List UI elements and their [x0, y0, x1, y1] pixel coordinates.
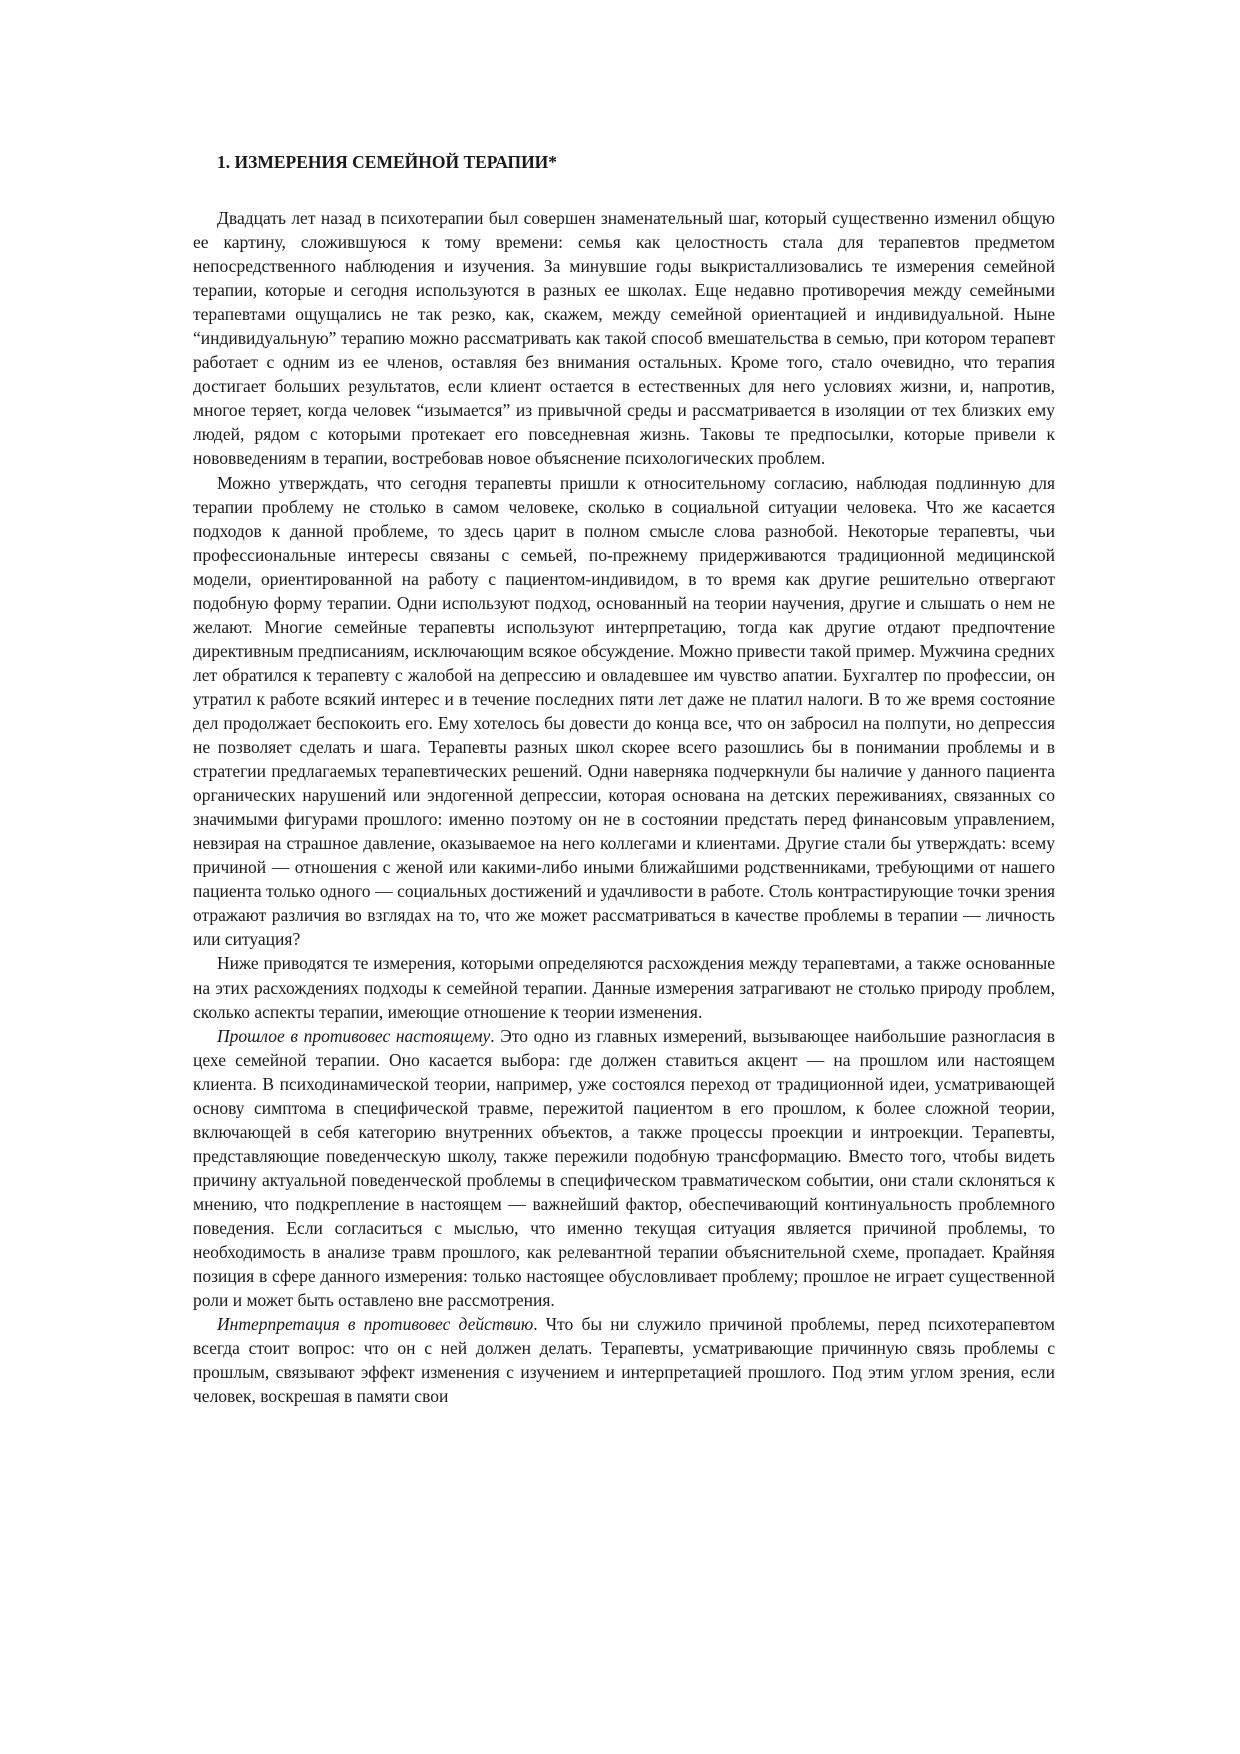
paragraph-2-text: Можно утверждать, что сегодня терапевты пришли к относительному согласию, наблюдая подлинную для терапии проблему не столько в самом человеке, сколько в социальной ситуации человека. Что же касается подходов к данной проблеме, то здесь царит в полном смысле слова разнобой. Некоторые терапевты, чьи профессиональные интересы связаны с семьей, по-прежнему придерживаются традиционной медицинской модели, ориентированной на работу с пациентом-индивидом, в то время как другие решительно отвергают подобную форму терапии. Одни используют подход, основанный на теории научения, другие и слышать о нем не желают. Многие семейные терапевты используют интерпретацию, тогда как другие отдают предпочтение директивным предписаниям, исключающим всякое обсуждение. Можно привести такой пример. Мужчина средних лет обратился к терапевту с жалобой на депрессию и овладевшее им чувство апатии. Бухгалтер по профессии, он утратил к работе всякий интерес и в течение последних пяти лет даже не платил налоги. В то же время состояние дел продолжает беспокоить его. Ему хотелось бы довести до конца все, что он забросил на полпути, но депрессия не позволяет сделать и шага. Терапевты разных школ скорее всего разошлись бы в понимании проблемы и в стратегии предлагаемых терапевтических решений. Одни наверняка подчеркнули бы наличие у данного пациента органических нарушений или эндогенной депрессии, которая основана на детских переживаниях, связанных со значимыми фигурами прошлого: именно поэтому он не в состоянии предстать перед финансовым управлением, невзирая на страшное давление, оказываемое на него коллегами и клиентами. Другие стали бы утверждать: всему причиной — отношения с женой или какими-либо иными ближайшими родственниками, требующими от нашего пациента только одного — социальных достижений и удачливости в работе. Столь контрастирующие точки зрения отражают различия во взглядах на то, что же может рассматриваться в качестве проблемы в терапии — личность или ситуация? — [193, 472, 1055, 950]
paragraph-5-lead-in: Интерпретация в противовес действию — [217, 1314, 534, 1335]
paragraph-5 — [193, 1312, 1055, 1408]
document-content — [193, 150, 1055, 1408]
paragraph-4-lead-in: Прошлое в противовес настоящему — [217, 1025, 491, 1046]
paragraph-5-text: . Что бы ни служило причиной проблемы, перед психотерапевтом всегда стоит вопрос: что он с ней должен делать. Терапевты, усматривающие причинную связь проблемы с прошлым, связывают эффект изменения с изучением и интерпретацией прошлого. Под этим углом зрения, если человек, воскрешая в памяти свои — [193, 1314, 1055, 1407]
paragraph-2 — [193, 471, 1055, 952]
paragraph-3 — [193, 951, 1055, 1023]
paragraph-4 — [193, 1024, 1055, 1313]
document-body — [193, 206, 1055, 1408]
paragraph-1 — [193, 206, 1055, 471]
paragraph-3-text: Ниже приводятся те измерения, которыми определяются расхождения между терапевтами, а также основанные на этих расхождениях подходы к семейной терапии. Данные измерения затрагивают не столько природу проблем, сколько аспекты терапии, имеющие отношение к теории изменения. — [193, 953, 1055, 1022]
paragraph-1-text: Двадцать лет назад в психотерапии был совершен знаменательный шаг, который существенно изменил общую ее картину, сложившуюся к тому времени: семья как целостность стала для терапевтов предметом непосредственного наблюдения и изучения. За минувшие годы выкристаллизовались те измерения семейной терапии, которые и сегодня используются в разных ее школах. Еще недавно противоречия между семейными терапевтами ощущались не так резко, как, скажем, между семейной ориентацией и индивидуальной. Ныне “индивидуальную” терапию можно рассматривать как такой способ вмешательства в семью, при котором терапевт работает с одним из ее членов, оставляя без внимания остальных. Кроме того, стало очевидно, что терапия достигает больших результатов, если клиент остается в естественных для него условиях жизни, и, напротив, многое теряет, когда человек “изымается” из привычной среды и рассматривается в изоляции от тех близких ему людей, рядом с которыми протекает его повседневная жизнь. Таковы те предпосылки, которые привели к нововведениям в терапии, востребовав новое объяснение психологических проблем. — [193, 208, 1055, 469]
chapter-heading: 1. ИЗМЕРЕНИЯ СЕМЕЙНОЙ ТЕРАПИИ* — [217, 152, 558, 172]
paragraph-4-text: . Это одно из главных измерений, вызывающее наибольшие разногласия в цехе семейной терапии. Оно касается выбора: где должен ставиться акцент — на прошлом или настоящем клиента. В психодинамической теории, например, уже состоялся переход от традиционной идеи, усматривающей основу симптома в специфической травме, пережитой пациентом в его прошлом, к более сложной теории, включающей в себя категорию внутренних объектов, а также процессы проекции и интроекции. Терапевты, представляющие поведенческую школу, также пережили подобную трансформацию. Вместо того, чтобы видеть причину актуальной поведенческой проблемы в специфическом травматическом событии, они стали склоняться к мнению, что подкрепление в настоящем — важнейший фактор, обеспечивающий континуальность проблемного поведения. Если согласиться с мыслью, что именно текущая ситуация является причиной проблемы, то необходимость в анализе травм прошлого, как релевантной терапии объяснительной схеме, пропадает. Крайняя позиция в сфере данного измерения: только настоящее обусловливает проблему; прошлое не играет существенной роли и может быть оставлено вне рассмотрения. — [193, 1025, 1055, 1311]
